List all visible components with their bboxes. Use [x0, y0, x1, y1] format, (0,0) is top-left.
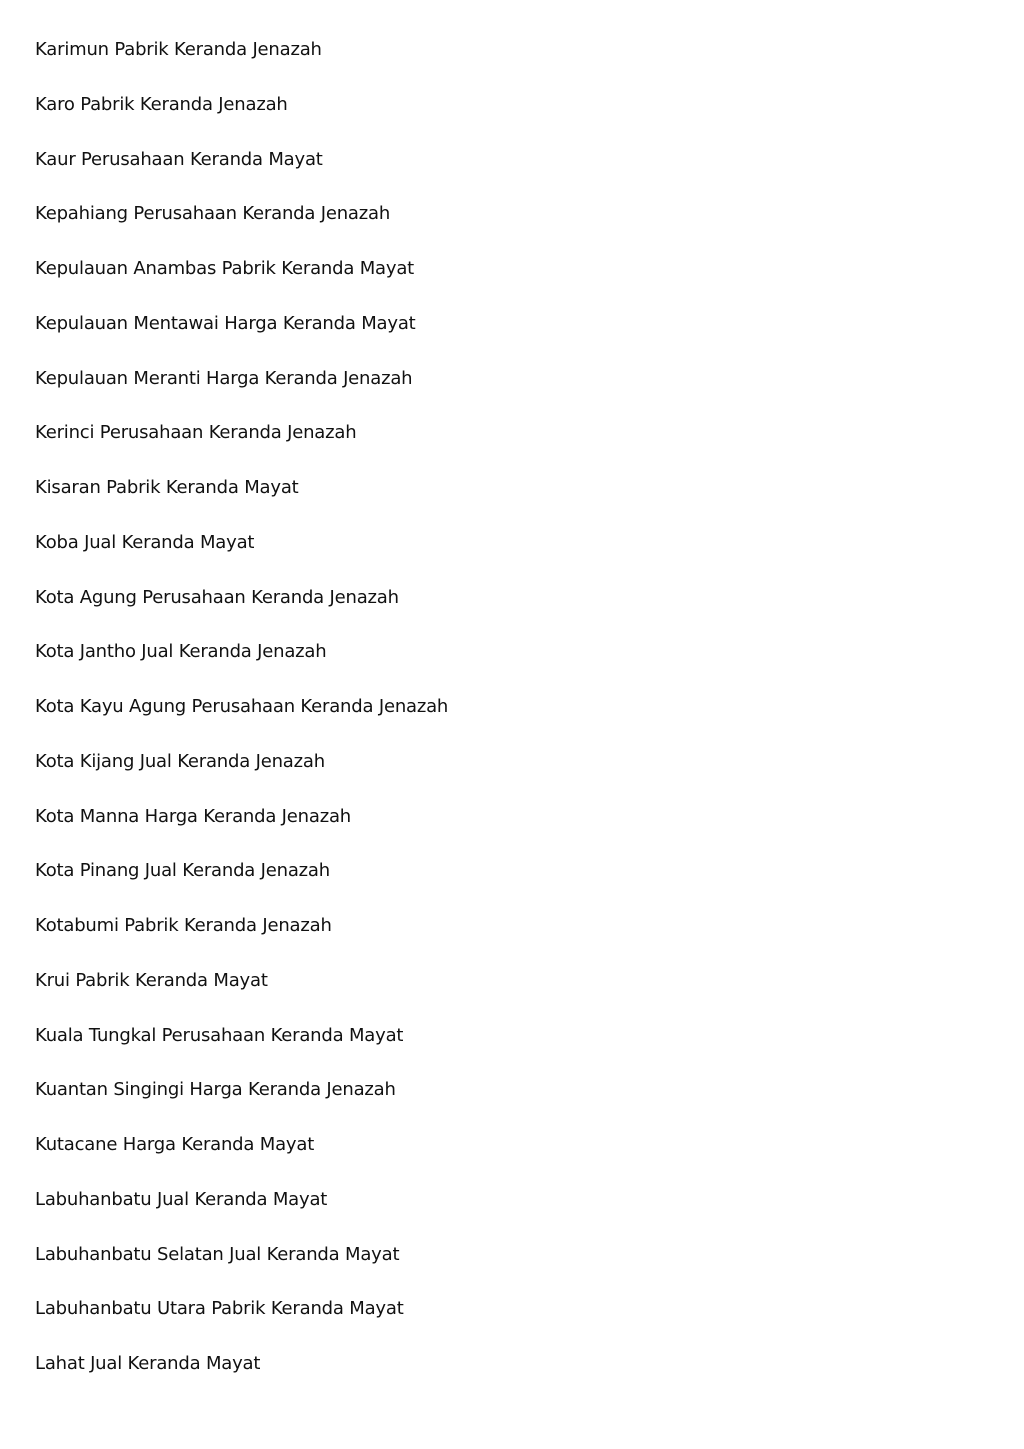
list-item: Kota Kayu Agung Perusahaan Keranda Jenazah	[35, 696, 449, 717]
list-item: Kaur Perusahaan Keranda Mayat	[35, 148, 323, 170]
list-item: Kepulauan Meranti Harga Keranda Jenazah	[35, 367, 413, 389]
list-item: Labuhanbatu Utara Pabrik Keranda Mayat	[35, 1298, 404, 1320]
list-item: Kuala Tungkal Perusahaan Keranda Mayat	[35, 1024, 404, 1046]
list-item: Kota Jantho Jual Keranda Jenazah	[35, 641, 327, 663]
list-item: Lahat Jual Keranda Mayat	[35, 1353, 261, 1374]
list-item: Kota Pinang Jual Keranda Jenazah	[35, 860, 330, 882]
list-item: Kepulauan Mentawai Harga Keranda Mayat	[35, 312, 416, 334]
entry-list	[35, 36, 448, 1405]
list-item: Kisaran Pabrik Keranda Mayat	[35, 477, 299, 498]
list-item: Labuhanbatu Selatan Jual Keranda Mayat	[35, 1243, 400, 1265]
list-item: Labuhanbatu Jual Keranda Mayat	[35, 1188, 328, 1210]
list-item: Karo Pabrik Keranda Jenazah	[35, 93, 288, 115]
list-item: Kotabumi Pabrik Keranda Jenazah	[35, 915, 332, 936]
list-item: Karimun Pabrik Keranda Jenazah	[35, 39, 322, 60]
list-item: Krui Pabrik Keranda Mayat	[35, 969, 268, 991]
list-item: Koba Jual Keranda Mayat	[35, 531, 255, 553]
list-item: Kuantan Singingi Harga Keranda Jenazah	[35, 1079, 396, 1101]
list-item: Kota Manna Harga Keranda Jenazah	[35, 805, 351, 827]
list-item: Kota Kijang Jual Keranda Jenazah	[35, 750, 325, 772]
list-item: Kerinci Perusahaan Keranda Jenazah	[35, 422, 357, 444]
list-item: Kutacane Harga Keranda Mayat	[35, 1134, 315, 1155]
list-item: Kepahiang Perusahaan Keranda Jenazah	[35, 203, 391, 225]
list-item: Kepulauan Anambas Pabrik Keranda Mayat	[35, 258, 415, 279]
list-item: Kota Agung Perusahaan Keranda Jenazah	[35, 586, 399, 608]
